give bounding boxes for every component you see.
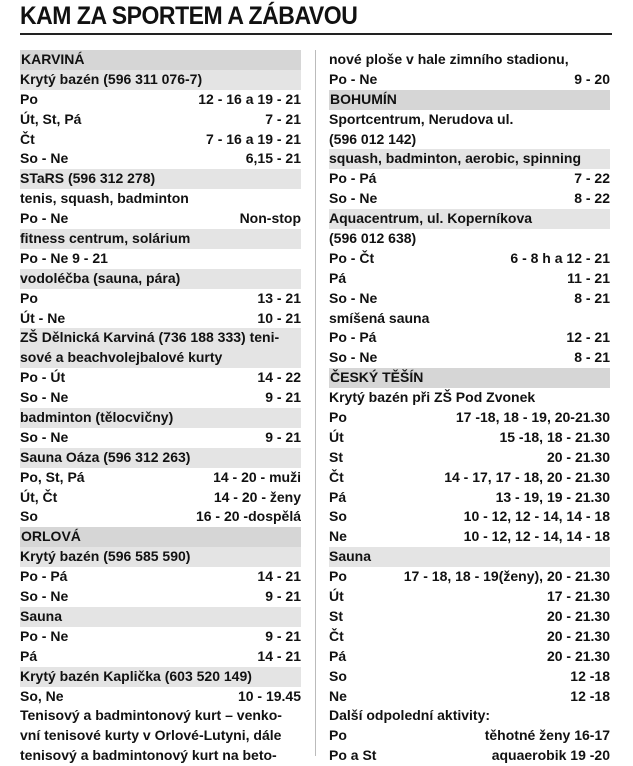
- schedule-row: [329, 527, 610, 547]
- schedule-row: [20, 507, 301, 527]
- schedule-day: Po - Ne: [329, 70, 378, 87]
- schedule-row: [329, 746, 610, 766]
- schedule-day: Po - Ne: [20, 210, 69, 227]
- schedule-row: [329, 607, 610, 627]
- schedule-day: Po, St, Pá: [20, 468, 85, 485]
- schedule-hours: 6 - 8 h a 12 - 21: [510, 249, 610, 266]
- schedule-day: Po: [329, 568, 347, 585]
- schedule-row: [329, 70, 610, 90]
- schedule-day: Po - Čt: [329, 249, 375, 266]
- schedule-day: Po - Ne: [20, 627, 69, 644]
- schedule-row: [20, 249, 301, 269]
- schedule-day: Pá: [329, 269, 347, 286]
- schedule-day: Ne: [329, 687, 347, 704]
- schedule-hours: 7 - 16 a 19 - 21: [206, 130, 301, 147]
- schedule-hours: 9 - 21: [265, 389, 301, 406]
- venue-heading: (596 012 638): [329, 230, 417, 247]
- schedule-hours: 12 -18: [570, 687, 610, 704]
- schedule-day: St: [329, 607, 343, 624]
- schedule-hours: 8 - 22: [574, 190, 610, 207]
- schedule-row: [329, 468, 610, 488]
- venue-heading: Další odpolední aktivity:: [329, 707, 491, 724]
- title-underline: [20, 33, 612, 35]
- schedule-day: Po - Pá: [20, 568, 68, 585]
- schedule-row: [20, 567, 301, 587]
- venue-heading: Krytý bazén Kaplička (603 520 149): [20, 667, 301, 687]
- schedule-hours: 9 - 21: [265, 428, 301, 445]
- schedule-row: [329, 408, 610, 428]
- schedule-hours: 10 - 12, 12 - 14, 14 - 18: [463, 528, 610, 545]
- schedule-row: [329, 189, 610, 209]
- schedule-day: Út: [329, 588, 344, 605]
- schedule-row: [20, 687, 301, 707]
- schedule-hours: 10 - 12, 12 - 14, 14 - 18: [463, 508, 610, 525]
- schedule-day: So: [329, 508, 347, 525]
- schedule-day: Čt: [329, 627, 344, 644]
- schedule-day: Út: [329, 428, 344, 445]
- schedule-day: So - Ne: [20, 588, 69, 605]
- schedule-day: Po a St: [329, 747, 377, 764]
- schedule-day: So: [329, 667, 347, 684]
- schedule-row: [20, 647, 301, 667]
- schedule-day: Pá: [329, 647, 347, 664]
- page-title: KAM ZA SPORTEM A ZÁBAVOU: [20, 2, 358, 30]
- schedule-hours: 20 - 21.30: [546, 607, 610, 624]
- schedule-hours: 20 - 21.30: [546, 627, 610, 644]
- schedule-day: Po - Ne 9 - 21: [20, 249, 108, 266]
- schedule-day: So - Ne: [20, 428, 69, 445]
- venue-heading: fitness centrum, solárium: [20, 229, 301, 249]
- venue-heading: STaRS (596 312 278): [20, 169, 301, 189]
- schedule-row: [329, 289, 610, 309]
- schedule-row: [329, 647, 610, 667]
- venue-heading: Krytý bazén při ZŠ Pod Zvonek: [329, 389, 536, 406]
- venue-heading: (596 012 142): [329, 130, 417, 147]
- schedule-day: Út - Ne: [20, 309, 66, 326]
- schedule-row: [20, 627, 301, 647]
- schedule-day: Po: [329, 409, 347, 426]
- left-column: [20, 50, 301, 766]
- schedule-hours: Non-stop: [239, 210, 301, 227]
- schedule-hours: 14 - 20 - ženy: [213, 488, 301, 505]
- schedule-hours: 12 - 21: [566, 329, 610, 346]
- schedule-hours: 9 - 21: [265, 588, 301, 605]
- schedule-hours: 20 - 21.30: [546, 647, 610, 664]
- venue-heading: Sauna: [20, 607, 301, 627]
- venue-heading: squash, badminton, aerobic, spinning: [329, 149, 610, 169]
- schedule-day: Po: [20, 289, 38, 306]
- schedule-day: Po - Út: [20, 369, 66, 386]
- schedule-row: [20, 309, 301, 329]
- venue-heading: Sportcentrum, Nerudova ul.: [329, 110, 514, 127]
- schedule-hours: 6,15 - 21: [245, 150, 301, 167]
- schedule-day: So, Ne: [20, 687, 64, 704]
- schedule-day: Po: [329, 727, 347, 744]
- schedule-day: Út, Čt: [20, 488, 58, 505]
- city-heading: ČESKÝ TĚŠÍN: [329, 368, 610, 388]
- schedule-row: [20, 90, 301, 110]
- schedule-day: St: [329, 448, 343, 465]
- schedule-day: Čt: [20, 130, 35, 147]
- schedule-row: [20, 149, 301, 169]
- body-text: tenisový a badmintonový kurt na beto-: [20, 747, 277, 764]
- schedule-row: [20, 209, 301, 229]
- schedule-hours: 7 - 21: [265, 110, 301, 127]
- schedule-row: [329, 687, 610, 707]
- schedule-hours: 15 -18, 18 - 21.30: [499, 428, 610, 445]
- schedule-row: [20, 289, 301, 309]
- schedule-day: Po: [20, 90, 38, 107]
- schedule-row: [329, 428, 610, 448]
- body-text: vní tenisové kurty v Orlové-Lutyni, dále: [20, 727, 282, 744]
- schedule-hours: 8 - 21: [574, 289, 610, 306]
- schedule-hours: 17 - 21.30: [546, 588, 610, 605]
- venue-heading: vodoléčba (sauna, pára): [20, 269, 301, 289]
- schedule-row: [329, 726, 610, 746]
- schedule-hours: 14 - 21: [257, 647, 301, 664]
- schedule-day: Pá: [20, 647, 38, 664]
- body-text: Tenisový a badmintonový kurt – venko-: [20, 707, 282, 724]
- schedule-row: [329, 328, 610, 348]
- schedule-hours: 12 - 16 a 19 - 21: [198, 90, 301, 107]
- schedule-day: Pá: [329, 488, 347, 505]
- schedule-day: Po - Pá: [329, 170, 377, 187]
- schedule-row: [20, 428, 301, 448]
- schedule-row: [329, 269, 610, 289]
- schedule-hours: 12 -18: [570, 667, 610, 684]
- city-heading: ORLOVÁ: [20, 527, 301, 547]
- schedule-hours: těhotné ženy 16-17: [484, 727, 610, 744]
- schedule-day: Ne: [329, 528, 347, 545]
- schedule-row: [329, 627, 610, 647]
- venue-heading: Aquacentrum, ul. Koperníkova: [329, 209, 610, 229]
- venue-heading: Krytý bazén (596 585 590): [20, 547, 301, 567]
- schedule-row: [20, 130, 301, 150]
- schedule-hours: 16 - 20 -dospělá: [195, 508, 301, 525]
- schedule-day: So - Ne: [20, 389, 69, 406]
- schedule-hours: 14 - 17, 17 - 18, 20 - 21.30: [444, 468, 610, 485]
- right-column: [329, 50, 610, 766]
- schedule-row: [329, 249, 610, 269]
- schedule-row: [329, 667, 610, 687]
- schedule-hours: 8 - 21: [574, 349, 610, 366]
- schedule-hours: 11 - 21: [567, 269, 610, 286]
- schedule-hours: aquaerobik 19 -20: [491, 747, 610, 764]
- schedule-hours: 9 - 20: [574, 70, 610, 87]
- schedule-row: [329, 448, 610, 468]
- schedule-row: [20, 587, 301, 607]
- schedule-row: [20, 388, 301, 408]
- schedule-hours: 14 - 21: [257, 568, 301, 585]
- schedule-hours: 10 - 19.45: [237, 687, 301, 704]
- city-heading: BOHUMÍN: [329, 90, 610, 110]
- venue-heading: ZŠ Dělnická Karviná (736 188 333) teni-: [20, 328, 301, 348]
- schedule-day: So - Ne: [329, 289, 378, 306]
- schedule-day: Čt: [329, 468, 344, 485]
- schedule-row: [20, 110, 301, 130]
- venue-heading: smíšená sauna: [329, 309, 430, 326]
- schedule-row: [20, 468, 301, 488]
- schedule-hours: 20 - 21.30: [546, 448, 610, 465]
- column-divider: [315, 50, 316, 756]
- schedule-hours: 10 - 21: [257, 309, 301, 326]
- schedule-hours: 7 - 22: [574, 170, 610, 187]
- body-text: tenis, squash, badminton: [20, 190, 189, 207]
- schedule-row: [329, 169, 610, 189]
- schedule-row: [329, 587, 610, 607]
- schedule-row: [329, 488, 610, 508]
- schedule-day: So - Ne: [329, 190, 378, 207]
- venue-heading: Krytý bazén (596 311 076-7): [20, 70, 301, 90]
- venue-heading: Sauna: [329, 547, 610, 567]
- body-text: nové ploše v hale zimního stadionu,: [329, 51, 569, 67]
- schedule-hours: 17 - 18, 18 - 19(ženy), 20 - 21.30: [403, 568, 610, 585]
- schedule-row: [329, 507, 610, 527]
- schedule-hours: 13 - 19, 19 - 21.30: [495, 488, 610, 505]
- schedule-hours: 14 - 20 - muži: [213, 468, 301, 485]
- schedule-row: [20, 488, 301, 508]
- schedule-row: [329, 567, 610, 587]
- schedule-row: [20, 368, 301, 388]
- schedule-hours: 13 - 21: [257, 289, 301, 306]
- venue-heading: badminton (tělocvičny): [20, 408, 301, 428]
- schedule-day: Út, St, Pá: [20, 110, 82, 127]
- schedule-hours: 9 - 21: [265, 627, 301, 644]
- schedule-day: So - Ne: [329, 349, 378, 366]
- schedule-hours: 14 - 22: [257, 369, 301, 386]
- schedule-day: So - Ne: [20, 150, 69, 167]
- venue-heading: Sauna Oáza (596 312 263): [20, 448, 301, 468]
- schedule-hours: 17 -18, 18 - 19, 20-21.30: [455, 409, 610, 426]
- venue-heading: sové a beachvolejbalové kurty: [20, 348, 301, 368]
- city-heading: KARVINÁ: [20, 50, 301, 70]
- schedule-row: [329, 348, 610, 368]
- schedule-day: So: [20, 508, 38, 525]
- schedule-day: Po - Pá: [329, 329, 377, 346]
